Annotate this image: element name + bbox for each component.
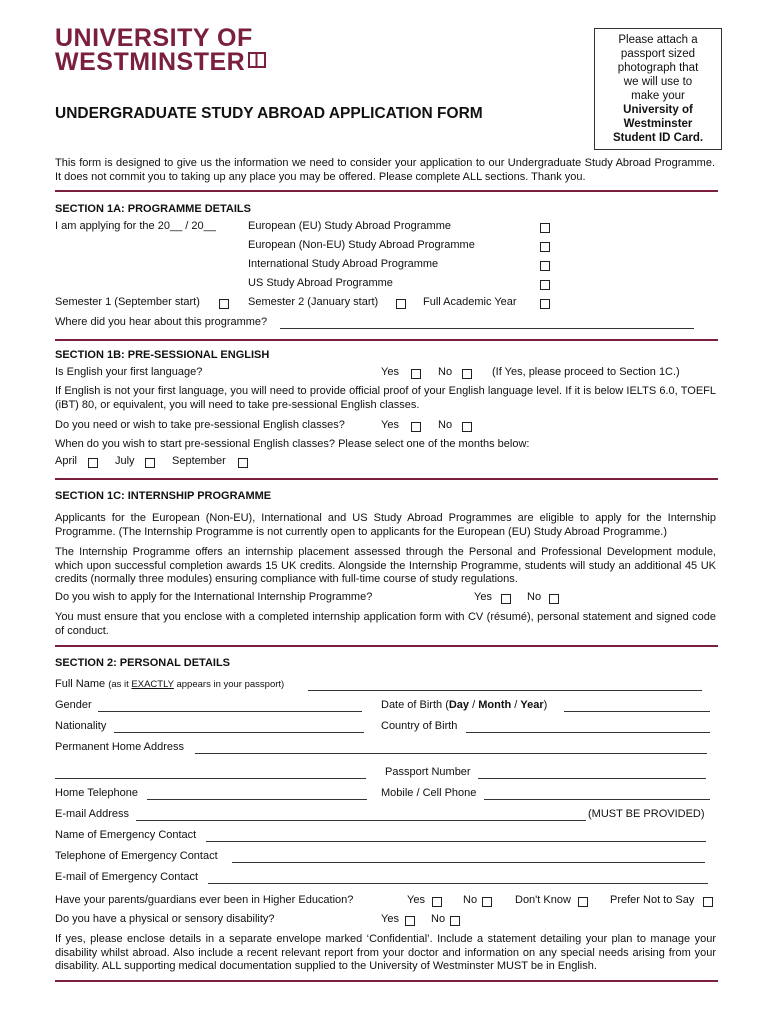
pre-sessional-no-checkbox[interactable] <box>462 422 472 432</box>
first-language-yes-checkbox[interactable] <box>411 369 421 379</box>
programme-international-label: International Study Abroad Programme <box>248 258 439 270</box>
disability-yes-checkbox[interactable] <box>405 916 415 926</box>
note-pre: (as it <box>108 679 132 690</box>
dob-slash: / <box>511 699 521 711</box>
home-address-label: Permanent Home Address <box>55 741 185 753</box>
parents-dont-know-label: Don't Know <box>515 894 571 906</box>
first-language-question: Is English your first language? <box>55 366 203 378</box>
pre-sessional-question: Do you need or wish to take pre-sessional English classes? <box>55 419 345 431</box>
programme-us-checkbox[interactable] <box>540 280 550 290</box>
parents-yes-checkbox[interactable] <box>432 897 442 907</box>
home-address-field[interactable] <box>195 753 707 754</box>
passport-field[interactable] <box>478 778 706 779</box>
dob-slash: / <box>469 699 479 711</box>
photo-note-line: passport sized <box>620 48 696 60</box>
dob-day: Day <box>448 699 470 711</box>
full-name-note <box>108 679 284 690</box>
university-logo-line2 <box>55 50 266 74</box>
dob-field[interactable] <box>564 711 710 712</box>
emergency-telephone-field[interactable] <box>232 862 705 863</box>
month-july-checkbox[interactable] <box>145 458 155 468</box>
full-name-field[interactable] <box>308 690 702 691</box>
internship-enclose-text: You must ensure that you enclose with a completed internship application form with CV (résumé), personal statement and signed code of conduct. <box>55 611 716 637</box>
photo-note-bold: Westminster <box>623 118 693 130</box>
gender-label: Gender <box>55 699 92 711</box>
section-2-heading: SECTION 2: PERSONAL DETAILS <box>55 657 231 669</box>
full-name-text: Full Name <box>55 678 106 690</box>
pre-sessional-yes-label: Yes <box>381 419 399 431</box>
note-exactly: EXACTLY <box>131 679 174 690</box>
mobile-field[interactable] <box>484 799 710 800</box>
full-name-label <box>55 678 284 690</box>
disability-no-checkbox[interactable] <box>450 916 460 926</box>
emergency-name-label: Name of Emergency Contact <box>55 829 197 841</box>
gender-field[interactable] <box>98 711 362 712</box>
month-april-label: April <box>55 455 78 467</box>
nationality-field[interactable] <box>114 732 364 733</box>
section-1b-heading: SECTION 1B: PRE-SESSIONAL ENGLISH <box>55 349 270 361</box>
programme-non-eu-label: European (Non-EU) Study Abroad Programme <box>248 239 475 251</box>
home-telephone-field[interactable] <box>147 799 367 800</box>
month-april-checkbox[interactable] <box>88 458 98 468</box>
dob-pre: Date of Birth ( <box>381 699 449 711</box>
start-month-question: When do you wish to start pre-sessional English classes? Please select one of the months below: <box>55 438 530 450</box>
photo-box[interactable] <box>594 28 722 150</box>
hear-about-field[interactable] <box>280 328 694 329</box>
semester-2-label: Semester 2 (January start) <box>248 296 379 308</box>
internship-eligibility-text: Applicants for the European (Non-EU), International and US Study Abroad Programmes are eligible to apply for the Internship Programme. (The Internship Programme is not currently open to applicants for the European (EU) Study Abroad Programme.) <box>55 512 716 538</box>
semester-1-checkbox[interactable] <box>219 299 229 309</box>
home-address-field-line2[interactable] <box>55 778 366 779</box>
internship-yes-label: Yes <box>474 591 492 603</box>
pre-sessional-yes-checkbox[interactable] <box>411 422 421 432</box>
month-september-checkbox[interactable] <box>238 458 248 468</box>
parents-prefer-not-checkbox[interactable] <box>703 897 713 907</box>
intro-text: This form is designed to give us the information we need to consider your application to our Undergraduate Study Abroad Programme. It does not commit you to taking up any place you may be offered. Please complete ALL sections. Thank you. <box>55 157 715 183</box>
internship-no-checkbox[interactable] <box>549 594 559 604</box>
photo-note-bold: University of <box>623 104 693 116</box>
parents-no-label: No <box>463 894 478 906</box>
photo-note-line: Please attach a <box>618 34 698 46</box>
disability-yes-label: Yes <box>381 913 399 925</box>
home-telephone-label: Home Telephone <box>55 787 138 799</box>
email-label: E-mail Address <box>55 808 129 820</box>
parents-education-question: Have your parents/guardians ever been in Higher Education? <box>55 894 354 906</box>
month-july-label: July <box>115 455 135 467</box>
hear-about-label: Where did you hear about this programme? <box>55 316 268 328</box>
dob-post: ) <box>543 699 548 711</box>
first-language-no-checkbox[interactable] <box>462 369 472 379</box>
emergency-email-label: E-mail of Emergency Contact <box>55 871 199 883</box>
email-required-note: (MUST BE PROVIDED) <box>588 808 705 820</box>
section-divider <box>55 478 718 480</box>
first-language-yes-label: Yes <box>381 366 399 378</box>
pre-sessional-no-label: No <box>438 419 453 431</box>
parents-yes-label: Yes <box>407 894 425 906</box>
programme-eu-label: European (EU) Study Abroad Programme <box>248 220 451 232</box>
dob-month: Month <box>478 699 512 711</box>
mobile-label: Mobile / Cell Phone <box>381 787 477 799</box>
applying-year-label: I am applying for the 20__ / 20__ <box>55 220 216 232</box>
form-title: UNDERGRADUATE STUDY ABROAD APPLICATION FORM <box>55 105 483 122</box>
email-field[interactable] <box>136 820 586 821</box>
full-year-label: Full Academic Year <box>423 296 517 308</box>
if-yes-note: (If Yes, please proceed to Section 1C.) <box>492 366 680 378</box>
crest-icon <box>248 52 266 68</box>
internship-question: Do you wish to apply for the International Internship Programme? <box>55 591 373 603</box>
english-proof-text: If English is not your first language, you will need to provide official proof of your English language level. If it is below IELTS 6.0, TOEFL (iBT) 80, or equivalent, you will need to take pre-sessional English classes. <box>55 385 716 411</box>
emergency-telephone-label: Telephone of Emergency Contact <box>55 850 218 862</box>
parents-dont-know-checkbox[interactable] <box>578 897 588 907</box>
month-september-label: September <box>172 455 226 467</box>
semester-1-label: Semester 1 (September start) <box>55 296 200 308</box>
photo-note-bold: Student ID Card. <box>612 132 704 144</box>
disability-note: If yes, please enclose details in a separate envelope marked ‘Confidential’. Include a statement detailing your plan to manage your disability whilst abroad. Also include a recent relevant report from your doctor and information on any special needs arising from your disability. ALL supporting medical documentation supplied to the University of Westminster MUST be in English. <box>55 933 716 972</box>
full-year-checkbox[interactable] <box>540 299 550 309</box>
section-1a-heading: SECTION 1A: PROGRAMME DETAILS <box>55 203 251 215</box>
university-logo-line1: UNIVERSITY OF <box>55 24 253 52</box>
internship-description-text: The Internship Programme offers an internship placement assessed through the Personal and Professional Development module, which upon successful completion awards 15 UK credits. Alongside the Internship Programme, students will study an additional 45 UK credits (normally three modules) ensuring compliance with full-time course of study regulations. <box>55 546 716 585</box>
programme-eu-checkbox[interactable] <box>540 223 550 233</box>
parents-no-checkbox[interactable] <box>482 897 492 907</box>
emergency-name-field[interactable] <box>206 841 706 842</box>
disability-question: Do you have a physical or sensory disability? <box>55 913 275 925</box>
section-1c-heading: SECTION 1C: INTERNSHIP PROGRAMME <box>55 490 272 502</box>
note-post: appears in your passport) <box>173 679 285 690</box>
nationality-label: Nationality <box>55 720 107 732</box>
emergency-email-field[interactable] <box>208 883 708 884</box>
section-divider <box>55 980 718 982</box>
dob-label <box>381 699 547 711</box>
parents-prefer-not-label: Prefer Not to Say <box>610 894 695 906</box>
semester-2-checkbox[interactable] <box>396 299 406 309</box>
programme-non-eu-checkbox[interactable] <box>540 242 550 252</box>
photo-note-line: photograph that <box>617 62 699 74</box>
section-divider <box>55 339 718 341</box>
country-of-birth-label: Country of Birth <box>381 720 458 732</box>
internship-no-label: No <box>527 591 542 603</box>
country-of-birth-field[interactable] <box>466 732 710 733</box>
photo-note-line: we will use to <box>623 76 693 88</box>
logo-text: WESTMINSTER <box>55 48 246 76</box>
passport-label: Passport Number <box>385 766 471 778</box>
first-language-no-label: No <box>438 366 453 378</box>
internship-yes-checkbox[interactable] <box>501 594 511 604</box>
section-divider <box>55 190 718 192</box>
photo-note-line: make your <box>631 90 685 102</box>
programme-international-checkbox[interactable] <box>540 261 550 271</box>
section-divider <box>55 645 718 647</box>
disability-no-label: No <box>431 913 446 925</box>
dob-year: Year <box>520 699 544 711</box>
programme-us-label: US Study Abroad Programme <box>248 277 393 289</box>
